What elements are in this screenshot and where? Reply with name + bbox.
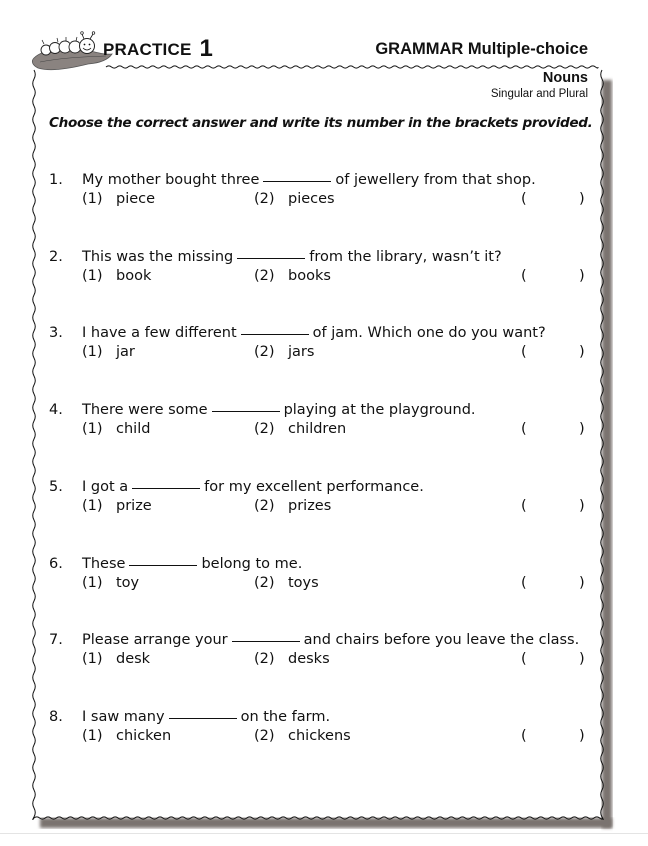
option-1-label: (1) — [82, 651, 103, 667]
question-stem — [49, 709, 589, 728]
option-2[interactable] — [254, 191, 335, 207]
answer-bracket-open[interactable]: ( — [521, 651, 527, 667]
question-number: 7. — [49, 632, 63, 648]
question-text-after: from the library, wasn’t it? — [309, 249, 502, 265]
option-2-label: (2) — [254, 268, 275, 284]
worksheet-title — [375, 40, 588, 59]
question-item — [49, 172, 589, 210]
question-number: 2. — [49, 249, 63, 265]
option-2[interactable] — [254, 728, 351, 744]
answer-bracket-open[interactable]: ( — [521, 728, 527, 744]
question-text — [82, 709, 330, 725]
question-text — [82, 556, 302, 572]
option-2-text: chickens — [288, 728, 351, 744]
question-stem — [49, 172, 589, 191]
option-2[interactable] — [254, 421, 346, 437]
answer-bracket-close[interactable]: ) — [579, 191, 585, 207]
option-2-label: (2) — [254, 344, 275, 360]
option-1-text: prize — [116, 498, 152, 514]
question-number: 3. — [49, 325, 63, 341]
question-text-before: This was the missing — [82, 249, 234, 265]
option-1-text: book — [116, 268, 152, 284]
subject-label: GRAMMAR — [375, 40, 464, 58]
question-text-before: I saw many — [82, 709, 165, 725]
topic-subtitle: Singular and Plural — [490, 88, 588, 100]
question-text-before: These — [82, 556, 126, 572]
question-item — [49, 402, 589, 440]
option-2-label: (2) — [254, 498, 275, 514]
question-stem — [49, 556, 589, 575]
option-1[interactable] — [82, 421, 150, 437]
option-1[interactable] — [82, 344, 135, 360]
option-2[interactable] — [254, 575, 319, 591]
question-text-after: of jewellery from that shop. — [335, 172, 536, 188]
question-text-after: on the farm. — [240, 709, 331, 725]
practice-number: 1 — [199, 35, 214, 62]
question-text — [82, 249, 502, 265]
question-item — [49, 479, 589, 517]
exercise-type: Multiple-choice — [467, 40, 588, 58]
answer-bracket-open[interactable]: ( — [521, 191, 527, 207]
option-2-label: (2) — [254, 575, 275, 591]
options-row — [49, 344, 589, 363]
question-text-after: belong to me. — [201, 556, 303, 572]
option-1-label: (1) — [82, 421, 103, 437]
option-1-label: (1) — [82, 344, 103, 360]
answer-bracket-close[interactable]: ) — [579, 498, 585, 514]
option-1[interactable] — [82, 575, 139, 591]
options-row — [49, 728, 589, 747]
option-2[interactable] — [254, 651, 330, 667]
question-stem — [49, 632, 589, 651]
option-1-text: toy — [116, 575, 140, 591]
question-stem — [49, 249, 589, 268]
question-text-after: playing at the playground. — [283, 402, 476, 418]
answer-blank — [132, 488, 200, 489]
question-text — [82, 172, 536, 188]
question-item — [49, 556, 589, 594]
practice-label: PRACTICE — [103, 40, 192, 59]
option-2-label: (2) — [254, 651, 275, 667]
option-2-text: prizes — [288, 498, 332, 514]
question-stem — [49, 479, 589, 498]
answer-bracket-close[interactable]: ) — [579, 268, 585, 284]
answer-blank — [169, 718, 237, 719]
option-1[interactable] — [82, 268, 151, 284]
option-2-label: (2) — [254, 421, 275, 437]
option-2-label: (2) — [254, 191, 275, 207]
question-text — [82, 632, 579, 648]
answer-bracket-close[interactable]: ) — [579, 651, 585, 667]
answer-bracket-close[interactable]: ) — [579, 421, 585, 437]
question-text-before: Please arrange your — [82, 632, 228, 648]
frame-shadow-bottom — [40, 818, 612, 828]
wavy-border-line — [106, 66, 598, 68]
question-text-after: of jam. Which one do you want? — [312, 325, 546, 341]
question-text-before: I got a — [82, 479, 129, 495]
topic-title: Nouns — [542, 70, 588, 86]
question-text-before: There were some — [82, 402, 208, 418]
options-row — [49, 575, 589, 594]
option-2-label: (2) — [254, 728, 275, 744]
option-1[interactable] — [82, 191, 155, 207]
answer-blank — [237, 258, 305, 259]
question-text-before: My mother bought three — [82, 172, 260, 188]
option-1-label: (1) — [82, 575, 103, 591]
question-text — [82, 479, 424, 495]
option-1-label: (1) — [82, 498, 103, 514]
question-item — [49, 632, 589, 670]
question-text-after: for my excellent performance. — [204, 479, 424, 495]
options-row — [49, 191, 589, 210]
option-2-text: books — [288, 268, 331, 284]
option-1-text: piece — [116, 191, 156, 207]
option-1-label: (1) — [82, 191, 103, 207]
topic-block — [491, 70, 588, 101]
question-number: 4. — [49, 402, 63, 418]
option-1-text: chicken — [116, 728, 172, 744]
option-1[interactable] — [82, 498, 152, 514]
answer-bracket-close[interactable]: ) — [579, 728, 585, 744]
question-stem — [49, 402, 589, 421]
option-2-text: pieces — [288, 191, 335, 207]
option-2-text: jars — [288, 344, 315, 360]
options-row — [49, 268, 589, 287]
option-2[interactable] — [254, 344, 314, 360]
wavy-border-line — [33, 70, 36, 820]
question-text — [82, 325, 546, 341]
question-item — [49, 249, 589, 287]
question-item — [49, 709, 589, 747]
answer-blank — [232, 641, 300, 642]
answer-blank — [241, 334, 309, 335]
answer-blank — [129, 565, 197, 566]
option-2-text: toys — [288, 575, 319, 591]
option-1-label: (1) — [82, 268, 103, 284]
question-number: 1. — [49, 172, 63, 188]
answer-bracket-open[interactable]: ( — [521, 421, 527, 437]
practice-heading — [103, 34, 213, 62]
instructions: Choose the correct answer and write its number in the brackets provided. — [49, 115, 593, 131]
option-1-label: (1) — [82, 728, 103, 744]
option-1-text: jar — [116, 344, 135, 360]
options-row — [49, 651, 589, 670]
page-edge — [0, 833, 648, 834]
option-2-text: desks — [288, 651, 330, 667]
answer-bracket-open[interactable]: ( — [521, 268, 527, 284]
option-1-text: desk — [116, 651, 151, 667]
question-number: 8. — [49, 709, 63, 725]
question-text-before: I have a few different — [82, 325, 237, 341]
answer-bracket-close[interactable]: ) — [579, 575, 585, 591]
option-1[interactable] — [82, 651, 150, 667]
answer-bracket-open[interactable]: ( — [521, 498, 527, 514]
answer-bracket-open[interactable]: ( — [521, 344, 527, 360]
answer-bracket-close[interactable]: ) — [579, 344, 585, 360]
question-number: 5. — [49, 479, 63, 495]
question-text-after: and chairs before you leave the class. — [303, 632, 580, 648]
option-2[interactable] — [254, 268, 331, 284]
option-1-text: child — [116, 421, 151, 437]
options-row — [49, 421, 589, 440]
question-stem — [49, 325, 589, 344]
option-1[interactable] — [82, 728, 171, 744]
caterpillar-on-leaf-icon — [32, 32, 112, 70]
answer-bracket-open[interactable]: ( — [521, 575, 527, 591]
answer-blank — [212, 411, 280, 412]
option-2[interactable] — [254, 498, 331, 514]
question-number: 6. — [49, 556, 63, 572]
question-text — [82, 402, 476, 418]
option-2-text: children — [288, 421, 347, 437]
question-item — [49, 325, 589, 363]
answer-blank — [263, 181, 331, 182]
options-row — [49, 498, 589, 517]
